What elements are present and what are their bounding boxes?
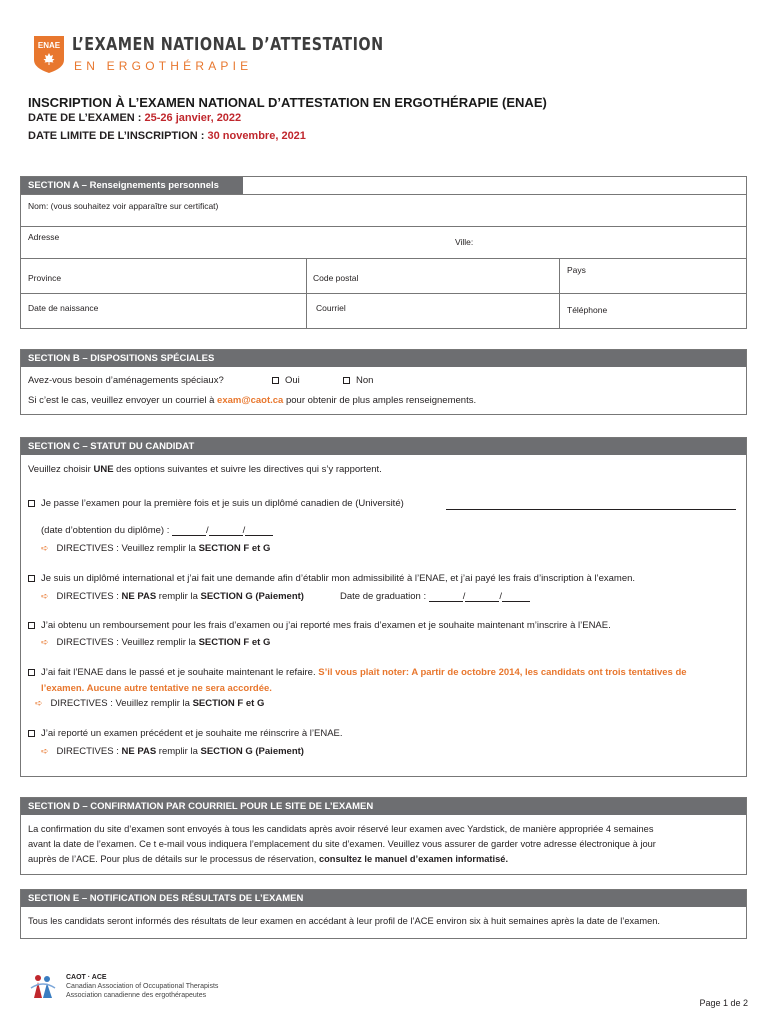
intl-grad-day-field[interactable] xyxy=(429,601,463,602)
section-b-heading: SECTION B – DISPOSITIONS SPÉCIALES xyxy=(21,350,746,367)
option-3-directives: ➪ DIRECTIVES : Veuillez remplir la SECTION F et G xyxy=(41,637,271,648)
footer-org xyxy=(66,973,218,1000)
section-e xyxy=(20,889,747,939)
exam-date xyxy=(28,112,241,124)
section-c-heading: SECTION C – STATUT DU CANDIDAT xyxy=(21,438,746,455)
intl-grad-year-field[interactable] xyxy=(502,601,530,602)
grad-year-field[interactable] xyxy=(245,535,273,536)
option-retake[interactable]: J’ai fait l’ENAE dans le passé et je souhaite maintenant le refaire. S’il vous plaît noter: A partir de octobre 2014, les candidats ont trois tentatives de xyxy=(28,667,687,678)
arrow-right-icon: ➪ xyxy=(41,637,49,647)
footer-org-en: Canadian Association of Occupational Therapists xyxy=(66,983,219,990)
retake-note-continued: l’examen. Aucune autre tentative ne sera accordée. xyxy=(41,683,272,694)
city-label: Ville: xyxy=(455,237,474,247)
section-d-line-3: auprès de l’ACE. Pour plus de détails sur le processus de réservation, consultez le manuel d’examen informatisé. xyxy=(28,854,509,864)
section-a xyxy=(20,176,747,329)
arrow-right-icon: ➪ xyxy=(41,746,49,756)
intl-grad-month-field[interactable] xyxy=(465,601,499,602)
option-4-checkbox[interactable] xyxy=(28,669,35,676)
no-checkbox[interactable] xyxy=(343,377,350,384)
arrow-right-icon: ➪ xyxy=(35,698,43,708)
university-field[interactable] xyxy=(446,509,736,510)
section-c xyxy=(20,437,747,777)
yes-label: Oui xyxy=(285,375,300,386)
option-5-checkbox[interactable] xyxy=(28,730,35,737)
footer-org-fr: Association canadienne des ergothérapeutes xyxy=(66,992,207,999)
option-international[interactable]: Je suis un diplômé international et j’ai fait une demande afin d’établir mon admissibilité à l’ENAE, et j’ai payé les frais d’inscription à l’examen. xyxy=(28,573,635,584)
grad-day-field[interactable] xyxy=(172,535,206,536)
grad-month-field[interactable] xyxy=(209,535,243,536)
contact-email-link[interactable]: exam@caot.ca xyxy=(217,395,284,406)
graduation-date-line: (date d’obtention du diplôme) : / / xyxy=(41,525,273,536)
option-2-checkbox[interactable] xyxy=(28,575,35,582)
caot-logo-icon xyxy=(28,970,58,1000)
option-refund-deferred[interactable]: J’ai obtenu un remboursement pour les frais d’examen ou j’ai reporté mes frais d’examen et je souhaite maintenant m’inscrire à l’ENAE. xyxy=(28,620,611,631)
section-c-intro: Veuillez choisir UNE des options suivantes et suivre les directives qui s’y rapportent. xyxy=(28,464,382,475)
email-label: Courriel xyxy=(316,303,346,313)
arrow-right-icon: ➪ xyxy=(41,543,49,553)
option-first-time-canadian[interactable]: Je passe l’examen pour la première fois et je suis un diplômé canadien de (Université) xyxy=(28,498,404,509)
option-reschedule[interactable]: J’ai reporté un examen précédent et je souhaite me réinscrire à l’ENAE. xyxy=(28,728,343,739)
section-d-heading: SECTION D – CONFIRMATION PAR COURRIEL POUR LE SITE DE L’EXAMEN xyxy=(21,798,746,815)
country-label: Pays xyxy=(567,265,586,275)
page-title: INSCRIPTION À L’EXAMEN NATIONAL D’ATTESTATION EN ERGOTHÉRAPIE (ENAE) xyxy=(28,95,547,110)
option-5-directives: ➪ DIRECTIVES : NE PAS remplir la SECTION G (Paiement) xyxy=(41,746,304,757)
section-d-line-1: La confirmation du site d’examen sont envoyés à tous les candidats après avoir réservé leur examen avec Yardstick, de manière appropriée 4 semaines xyxy=(28,824,654,834)
province-label: Province xyxy=(28,273,62,283)
logo-title: L’EXAMEN NATIONAL D’ATTESTATION xyxy=(72,35,384,55)
section-e-heading: SECTION E – NOTIFICATION DES RÉSULTATS DE L’EXAMEN xyxy=(21,890,746,907)
graduation-date-international: Date de graduation : / / xyxy=(340,591,530,602)
option-2-directives: ➪ DIRECTIVES : NE PAS remplir la SECTION G (Paiement) xyxy=(41,591,304,602)
postal-code-label: Code postal xyxy=(313,273,359,283)
special-needs-yes[interactable] xyxy=(272,375,300,386)
deadline xyxy=(28,130,306,142)
phone-label: Téléphone xyxy=(567,305,608,315)
option-1-directives: ➪ DIRECTIVES : Veuillez remplir la SECTION F et G xyxy=(41,543,271,554)
logo-subtitle: EN ERGOTHÉRAPIE xyxy=(74,59,253,73)
logo-badge-text: ENAE xyxy=(37,41,61,50)
name-label: Nom: (vous souhaitez voir apparaître sur certificat) xyxy=(28,201,219,211)
exam-date-label: DATE DE L’EXAMEN : xyxy=(28,112,145,124)
address-label: Adresse xyxy=(28,232,60,242)
deadline-value: 30 novembre, 2021 xyxy=(207,130,306,142)
section-b xyxy=(20,349,747,415)
enae-logo-icon xyxy=(33,34,65,74)
special-needs-no[interactable] xyxy=(343,375,373,386)
special-needs-question: Avez-vous besoin d’aménagements spéciaux? xyxy=(28,375,224,386)
special-needs-note: Si c’est le cas, veuillez envoyer un courriel à exam@caot.ca pour obtenir de plus amples renseignements. xyxy=(28,395,477,406)
option-1-checkbox[interactable] xyxy=(28,500,35,507)
footer-org-short: CAOT · ACE xyxy=(66,974,107,981)
deadline-label: DATE LIMITE DE L’INSCRIPTION : xyxy=(28,130,208,142)
manual-link[interactable]: consultez le manuel d’examen informatisé. xyxy=(318,854,509,864)
exam-date-value: 25-26 janvier, 2022 xyxy=(144,112,242,124)
section-a-heading: SECTION A – Renseignements personnels xyxy=(21,177,243,194)
page-number: Page 1 de 2 xyxy=(699,998,748,1008)
section-d-line-2: avant la date de l’examen. Ce t e-mail vous indiquera l’emplacement du site d’examen. Veuillez vous assurer de garder votre adresse électronique à jour xyxy=(28,839,656,849)
section-d xyxy=(20,797,747,875)
arrow-right-icon: ➪ xyxy=(41,591,49,601)
dob-label: Date de naissance xyxy=(28,303,99,313)
option-3-checkbox[interactable] xyxy=(28,622,35,629)
section-e-text: Tous les candidats seront informés des résultats de leur examen en accédant à leur profil de l’ACE environ six à huit semaines après la date de l’examen. xyxy=(28,916,661,926)
option-4-directives: ➪ DIRECTIVES : Veuillez remplir la SECTION F et G xyxy=(35,698,265,709)
yes-checkbox[interactable] xyxy=(272,377,279,384)
no-label: Non xyxy=(356,375,374,386)
